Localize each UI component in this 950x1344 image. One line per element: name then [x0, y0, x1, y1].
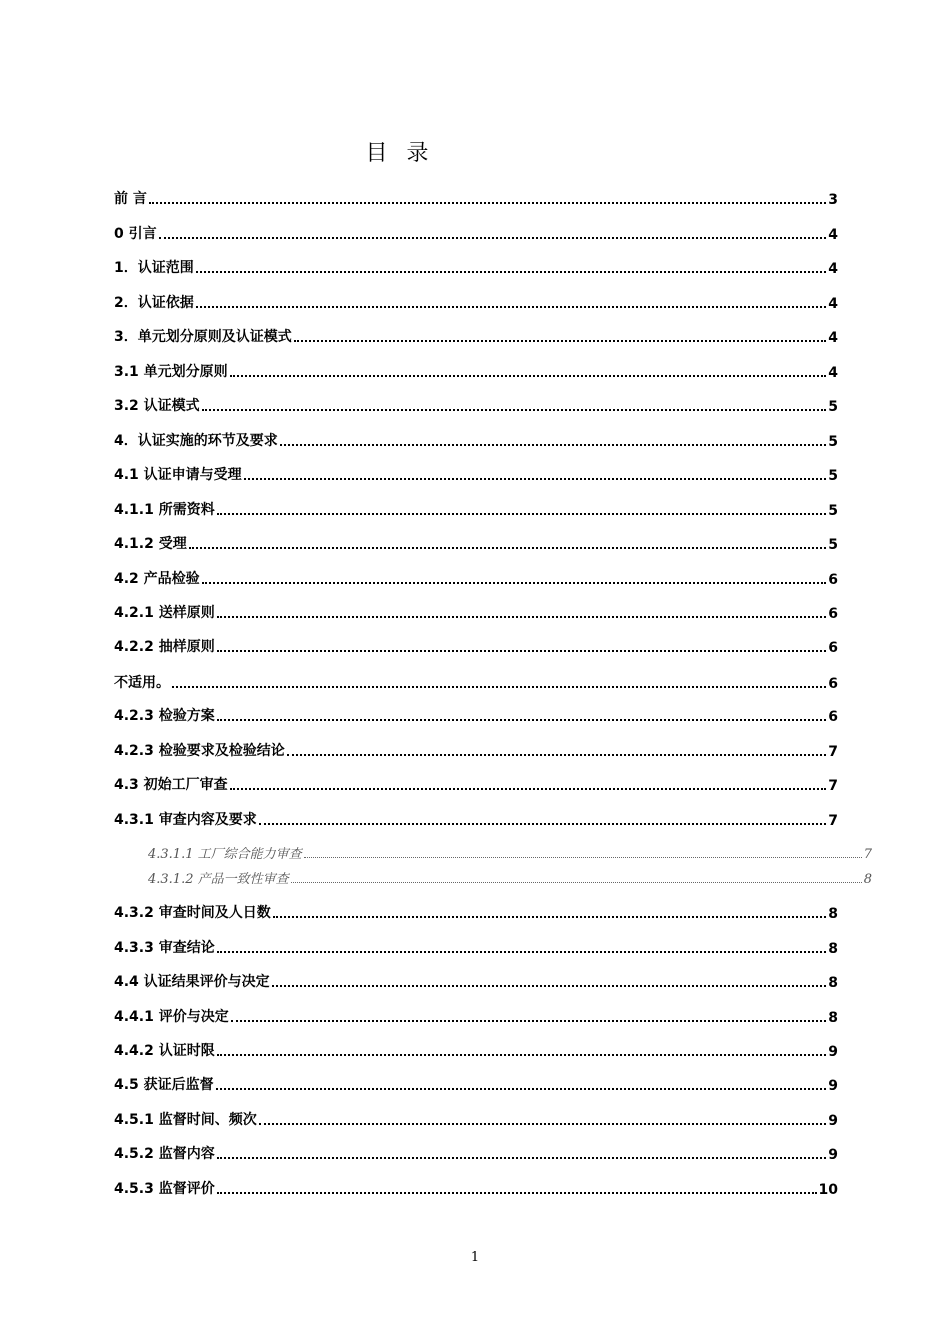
toc-entry[interactable]: [114, 223, 838, 243]
toc-entry-page: 9: [828, 1078, 838, 1094]
toc-entry-label: 4.5.3 监督评价: [114, 1181, 215, 1197]
toc-dot-leader: [244, 477, 827, 480]
toc-entry-page: 6: [828, 606, 838, 622]
toc-entry-label: 3.2 认证模式: [114, 398, 200, 414]
toc-entry[interactable]: [114, 257, 838, 277]
toc-dot-leader: [272, 984, 827, 987]
toc-dot-leader: [259, 1122, 827, 1125]
toc-entry-page: 8: [828, 1010, 838, 1026]
toc-entry-label: 3．单元划分原则及认证模式: [114, 329, 292, 345]
toc-entry-label: 2．认证依据: [114, 295, 194, 311]
toc-dot-leader: [287, 753, 827, 756]
toc-dot-leader: [217, 615, 827, 618]
toc-entry[interactable]: [114, 1074, 838, 1094]
toc-entry-label: 4.3.1.1 工厂综合能力审查: [148, 847, 302, 862]
toc-entry-label: 4．认证实施的环节及要求: [114, 433, 278, 449]
toc-dot-leader: [159, 236, 827, 239]
toc-entry-page: 8: [863, 872, 872, 887]
toc-dot-leader: [172, 685, 826, 688]
toc-subentry[interactable]: [114, 868, 872, 887]
toc-entry-page: 6: [828, 709, 838, 725]
toc-entry[interactable]: [114, 705, 838, 725]
toc-entry-page: 5: [828, 434, 838, 450]
toc-entry[interactable]: [114, 1178, 838, 1198]
toc-dot-leader: [291, 881, 862, 883]
toc-entry-page: 7: [828, 813, 838, 829]
toc-entry[interactable]: [114, 1109, 838, 1129]
toc-dot-leader: [217, 1156, 827, 1159]
toc-dot-leader: [149, 201, 826, 204]
toc-entry-label: 4.4 认证结果评价与决定: [114, 974, 270, 990]
toc-entry-label: 4.4.2 认证时限: [114, 1043, 215, 1059]
toc-dot-leader: [216, 1087, 827, 1090]
toc-entry-page: 8: [828, 941, 838, 957]
toc-dot-leader: [217, 950, 827, 953]
toc-entry-label: 4.1.1 所需资料: [114, 502, 215, 518]
toc-dot-leader: [202, 408, 827, 411]
toc-entry-page: 4: [828, 330, 838, 346]
toc-entry-label: 前 言: [114, 191, 147, 207]
toc-entry-label: 4.2.1 送样原则: [114, 605, 215, 621]
toc-entry-label: 4.4.1 评价与决定: [114, 1009, 229, 1025]
toc-entry[interactable]: [114, 188, 838, 208]
toc-entry-label: 4.1 认证申请与受理: [114, 467, 242, 483]
toc-entry-page: 3: [828, 192, 838, 208]
toc-entry-page: 4: [828, 365, 838, 381]
toc-entry-page: 5: [828, 537, 838, 553]
toc-dot-leader: [217, 649, 827, 652]
toc-entry[interactable]: [114, 774, 838, 794]
toc-entry-page: 7: [863, 847, 872, 862]
toc-entry[interactable]: [114, 464, 838, 484]
toc-entry-page: 6: [828, 676, 838, 692]
toc-entry-label: 4.3.2 审查时间及人日数: [114, 905, 271, 921]
toc-entry-label: 4.5.1 监督时间、频次: [114, 1112, 257, 1128]
toc-entry[interactable]: [114, 602, 838, 622]
toc-dot-leader: [196, 270, 827, 273]
toc-entry-label: 4.5.2 监督内容: [114, 1146, 215, 1162]
toc-entry-label: 4.3.1 审查内容及要求: [114, 812, 257, 828]
toc-entry-label: 4.2.3 检验方案: [114, 708, 215, 724]
toc-entry-label: 4.3.1.2 产品一致性审查: [148, 872, 289, 887]
toc-entry-page: 9: [828, 1113, 838, 1129]
toc-entry-page: 4: [828, 296, 838, 312]
toc-dot-leader: [217, 1191, 817, 1194]
toc-entry-page: 10: [818, 1182, 838, 1198]
toc-entry-label: 0 引言: [114, 226, 157, 242]
toc-dot-leader: [217, 718, 827, 721]
toc-dot-leader: [259, 822, 827, 825]
toc-entry-page: 9: [828, 1147, 838, 1163]
toc-dot-leader: [202, 581, 827, 584]
toc-entry-page: 6: [828, 640, 838, 656]
toc-entry[interactable]: [114, 740, 838, 760]
toc-entry-page: 6: [828, 572, 838, 588]
toc-dot-leader: [304, 856, 862, 858]
page-title: 目 录: [365, 141, 435, 166]
toc-entry-page: 7: [828, 778, 838, 794]
toc-entry-label: 不适用。: [114, 675, 170, 691]
toc-entry-label: 4.3 初始工厂审查: [114, 777, 228, 793]
toc-dot-leader: [196, 305, 827, 308]
toc-dot-leader: [294, 339, 827, 342]
toc-dot-leader: [273, 915, 827, 918]
toc-entry[interactable]: [114, 568, 838, 588]
toc-entry[interactable]: [114, 533, 838, 553]
toc-entry-page: 4: [828, 261, 838, 277]
toc-dot-leader: [230, 374, 827, 377]
toc-entry[interactable]: [114, 292, 838, 312]
toc-entry-label: 1．认证范围: [114, 260, 194, 276]
toc-dot-leader: [280, 443, 827, 446]
toc-entry[interactable]: [114, 395, 838, 415]
toc-entry-label: 4.5 获证后监督: [114, 1077, 214, 1093]
toc-entry[interactable]: [114, 971, 838, 991]
toc-subentry[interactable]: [114, 843, 872, 862]
toc-entry[interactable]: [114, 1040, 838, 1060]
toc-entry-page: 8: [828, 975, 838, 991]
toc-dot-leader: [230, 787, 827, 790]
toc-entry[interactable]: [114, 361, 838, 381]
toc-dot-leader: [189, 546, 827, 549]
toc-entry[interactable]: [114, 1006, 838, 1026]
toc-entry-page: 7: [828, 744, 838, 760]
page-number: 1: [470, 1250, 480, 1265]
toc-entry-label: 4.3.3 审查结论: [114, 940, 215, 956]
toc-entry-page: 5: [828, 399, 838, 415]
toc-entry-page: 5: [828, 503, 838, 519]
toc-entry-page: 8: [828, 906, 838, 922]
toc-entry-label: 4.2.3 检验要求及检验结论: [114, 743, 285, 759]
toc-entry[interactable]: [114, 1143, 838, 1163]
toc-entry-label: 4.2.2 抽样原则: [114, 639, 215, 655]
toc-entry[interactable]: [114, 430, 838, 450]
toc-entry[interactable]: [114, 809, 838, 829]
toc-entry-label: 3.1 单元划分原则: [114, 364, 228, 380]
toc-dot-leader: [217, 1053, 827, 1056]
toc-entry-page: 5: [828, 468, 838, 484]
toc-entry[interactable]: [114, 326, 838, 346]
toc-dot-leader: [217, 512, 827, 515]
toc-entry-page: 9: [828, 1044, 838, 1060]
toc-entry[interactable]: [114, 937, 838, 957]
toc-entry[interactable]: [114, 902, 838, 922]
toc-entry[interactable]: [114, 499, 838, 519]
toc-entry[interactable]: [114, 672, 838, 692]
toc-dot-leader: [231, 1019, 827, 1022]
toc-entry[interactable]: [114, 636, 838, 656]
toc-entry-label: 4.1.2 受理: [114, 536, 187, 552]
toc-entry-label: 4.2 产品检验: [114, 571, 200, 587]
toc-entry-page: 4: [828, 227, 838, 243]
